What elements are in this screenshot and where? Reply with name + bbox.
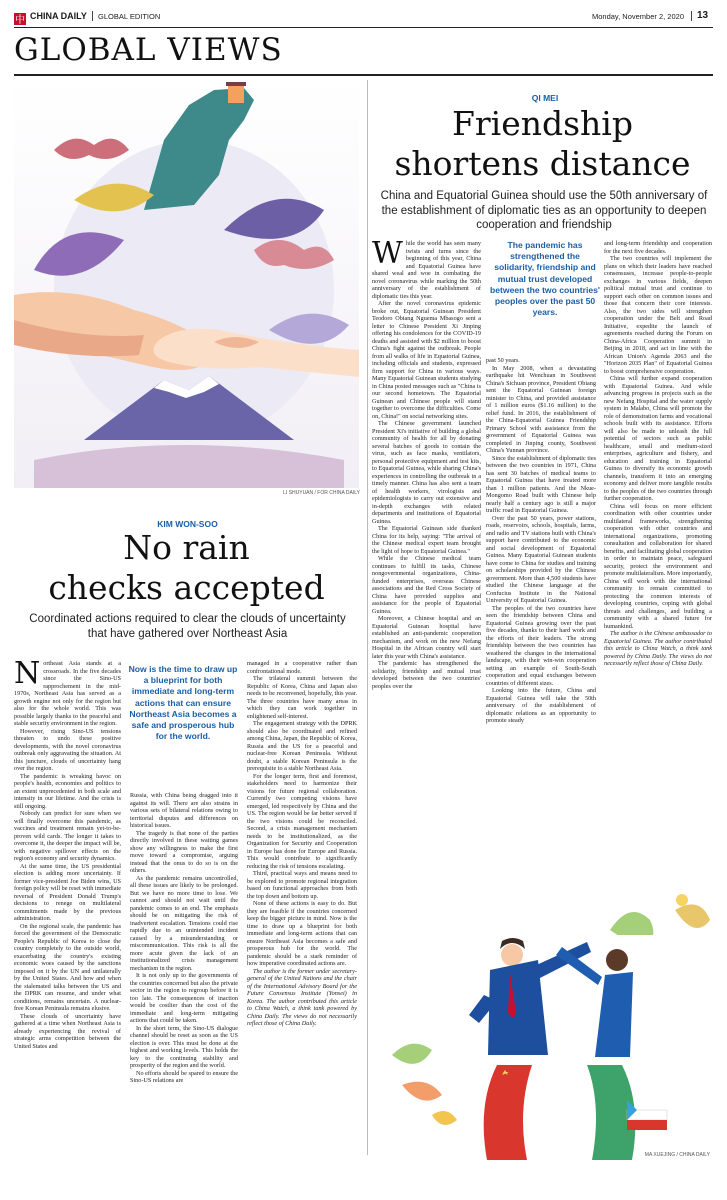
paragraph: Third, practical ways and means need to be explored to promote regional integration based on functional approaches from both the top down and bottom up.	[247, 870, 357, 900]
left-headline-line-2: checks accepted	[48, 568, 325, 607]
paragraph: Since the establishment of diplomatic ties between the two countries in 1971, China has sent 30 batches of medical teams to Equatorial Guinea that have treated more than 1 million patients. And the Nkue-Mongomo Road built with Chinese help nearly half a century ago is still a major traffic road in Equatorial Guinea.	[486, 454, 596, 514]
paper-name: CHINA DAILY	[30, 11, 87, 21]
author-note: The author is the Chinese ambassador to Equatorial Guinea. The author contributed this article to China Watch, a think tank powered by China Daily. The views do not necessarily reflect those of China Daily.	[604, 630, 712, 667]
paragraph: The engagement strategy with the DPRK should also be coordinated and refined among China, Japan, the Republic of Korea, Russia and the US for a peaceful and nuclear-free Korean Peninsula. Without doubt, a stable Korean Peninsula is the prerequisite to a stable Northeast Asia.	[247, 720, 357, 772]
right-headline	[370, 104, 715, 184]
left-article-col-1	[14, 660, 121, 1190]
paragraph: As the pandemic remains uncontrolled, all these issues are likely to be prolonged. But we have no more time to lose. We cannot and should not wait until the pandemic comes to an end. The emphasis should be on mitigating the risk of inadvertent escalation. Tensions could rise rapidly due to an unintended incident caused by a misunderstanding or miscommunication. This risk is all the more acute given the lack of an institutionalized crisis management mechanism in the region.	[130, 874, 238, 972]
left-byline: KIM WON-SOO	[157, 519, 218, 529]
right-article-col-3	[604, 240, 712, 925]
paragraph: The pandemic is wreaking havoc on people's health, economies and politics to an extent unprecedented in both scale and intensity in our lifetime. And the crisis is still ongoing.	[14, 772, 121, 810]
paragraph: On the regional scale, the pandemic has forced the government of the Democratic People's Republic of Korea to close the country completely to the outside world, exacerbating the country's existing economic woes caused by the sanctions imposed on it by the UN and unilaterally by the United States. And how and when the stalemated talks between the US and the DPRK can resume, and under what conditions, remains uncertain. A nuclear-free Korean Peninsula remains elusive.	[14, 922, 121, 1012]
figures-illustration-lower	[372, 935, 713, 1160]
china-daily-logo-icon	[14, 10, 26, 25]
left-dropcap: N	[14, 660, 41, 691]
paragraph: The Equatorial Guinean side thanked China for its help, saying: "The arrival of the Chinese medical expert team brought the light of hope to Equatorial Guinea."	[372, 525, 481, 555]
paragraph: China will focus on more efficient coordination with other countries under multilateral frameworks, strengthening cooperation with other countries and international organizations, promoting consultation and collaboration for shared benefits, and facilitating global cooperation in order to maintain peace, safeguard security, protect the environment and promote multilateralism. More importantly, China will work with the international community to remain committed to protecting the common interests of developing countries, coping with global threats and challenges, and building a community with a shared future for humankind.	[604, 502, 712, 630]
paragraph: None of these actions is easy to do. But they are feasible if the countries concerned keep the bigger picture in mind. Now is the time to draw up a blueprint for both immediate and long-term actions that can ensure Northeast Asia becomes a safe and prosperous hub for the world. The pandemic should be a stark reminder of how imperative coordinated actions are.	[247, 900, 357, 967]
left-headline	[14, 528, 359, 608]
paragraph: In May 2008, when a devastating earthquake hit Wenchuan in Southwest China's Sichuan province, President Obiang sent the Equatorial Guinean foreign minister to China, and provided assistance of 1 million euros ($1.16 million) to the relief fund. In 2016, the establishment of the China-Equatorial Guinea Friendship Primary School with assistance from the government of Equatorial Guinea was completed in Jinping county, Southwest China's Yunnan province.	[486, 364, 596, 454]
page-number: 13	[697, 10, 709, 21]
right-illustration-credit: MA XUEJING / CHINA DAILY	[644, 1152, 710, 1158]
paragraph: No efforts should be spared to ensure the Sino-US relations are	[130, 1069, 238, 1084]
paragraph: The peoples of the two countries have seen the friendship between China and Equatorial Guinea growing over the past five decades, thanks to their hard work and the efforts of their leaders. The strong friendship between the two countries has weathered the changes in the international landscape, with their win-win cooperation setting an example of South-South cooperation and equal exchanges between countries of different sizes.	[486, 604, 596, 687]
left-deck: Coordinated actions required to clear the clouds of uncertainty that have gathered over Northeast Asia	[29, 613, 346, 640]
paragraph: The trilateral summit between the Republic of Korea, China and Japan also needs to be reconvened, hopefully, this year. The three countries have many areas in which they can work together in enlightened self-interest.	[247, 675, 357, 720]
masthead-divider	[92, 11, 93, 21]
handshake-illustration	[14, 80, 359, 488]
paragraph: The Chinese government launched President Xi's initiative of building a global community of health for all by donating several batches of goods to contain the virus, such as face masks, ventilators, personal protective equipment and test kits, to Equatorial Guinea, while sharing China's experiences in controlling the outbreak in a timely manner. China has also sent a team of health workers, virologists and epidemiologists to carry out extensive and in-depth exchanges with related departments and institutions of Equatorial Guinea.	[372, 420, 481, 525]
paragraph: In the short term, the Sino-US dialogue channel should be reset as soon as the US election is over. This must be done at the highest and working levels. This holds the key to the continuing stability and prosperity of the region and the world.	[130, 1024, 238, 1069]
paragraph: At the same time, the US presidential election is adding more uncertainty. If former vice-president Joe Biden wins, US foreign policy will be reset with immediate reversal of President Donald Trump's decisions to renege on multilateral commitments made by the previous administration.	[14, 862, 121, 922]
masthead-divider	[691, 11, 692, 21]
paragraph: managed in a cooperative rather than confrontational mode.	[247, 660, 357, 675]
paragraph: For the longer term, first and foremost, stakeholders need to harmonize their visions for future regional collaboration. Currently two competing visions have emerged, led respectively by China and the US. The region would be far better served if the two visions could be reconciled. Second, a crisis management mechanism needs to be institutionalized, as the Organization for Security and Cooperation in Europe has done for Europe and Russia. This would contribute to significantly reducing the risk of tensions escalating.	[247, 772, 357, 870]
paragraph: Over the past 50 years, power stations, roads, reservoirs, schools, hospitals, farms, and radio and TV stations built with China's support have contributed to the economic and social development of Equatorial Guinea. Many Equatorial Guinean students have come to China for studies and training on scholarships provided by the Chinese government. More than 4,500 students have studied the Chinese language at the Confucius Institute in the National University of Equatorial Guinea.	[486, 514, 596, 604]
right-headline-line-2: shortens distance	[394, 144, 691, 183]
paragraph: These clouds of uncertainty have gathered at a time when Northeast Asia is already experiencing the revival of strategic arms competition between the United States and	[14, 1012, 121, 1050]
masthead	[14, 8, 714, 26]
svg-text:中: 中	[15, 15, 25, 25]
paragraph: China will further expand cooperation with Equatorial Guinea. And while advancing progress in projects such as the new Nefang Hospital and the water supply system in Malabo, China will promote the role of demonstration farms and vocational schools built with its assistance. Efforts will also be made to unleash the full potential of sectors such as public healthcare, small and medium-sized enterprises, agriculture and fishery, and education and training in Equatorial Guinea to diversify its economic growth channels, transform it into an emerging economy and deliver more tangible results to the peoples of the two countries through further cooperation.	[604, 375, 712, 502]
paragraph: The pandemic has strengthened the solidarity, friendship and mutual trust developed between the two countries' peoples over the	[372, 660, 481, 690]
right-deck: China and Equatorial Guinea should use the 50th anniversary of the establishment of diplomatic ties as an opportunity to deepen cooperation and friendship	[380, 190, 708, 231]
right-byline: QI MEI	[531, 93, 559, 103]
paragraph: Russia, with China being dragged into it against its will. There are also strains in various sets of bilateral relations owing to territorial disputes and differences on historical issues.	[130, 792, 238, 829]
paragraph: It is not only up to the governments of the countries concerned but also the private sector in the region to regroup before it is too late. The consequences of inaction would be costlier than the cost of the immediate and long-term mitigating actions that could be taken.	[130, 972, 238, 1024]
section-rule	[14, 74, 713, 76]
left-headline-line-1: No rain	[123, 528, 250, 567]
paragraph: The tragedy is that none of the parties directly involved in these waiting games show any willingness to make the first move toward a compromise, arguing instead that the onus to do so is on the others.	[130, 829, 238, 874]
date-label: Monday, November 2, 2020	[592, 12, 684, 21]
left-illustration-credit: LI SHUYUAN / FOR CHINA DAILY	[283, 490, 360, 496]
paragraph: Nobody can predict for sure when we will finally overcome this pandemic, as vaccines and treatment remain yet-to-be-proven wild cards. The longer it takes to overcome it, the deeper the impact will be, with negative spillover effects on the region's economy and security dynamics.	[14, 810, 121, 862]
right-dropcap: W	[372, 240, 403, 271]
paragraph: After the novel coronavirus epidemic broke out, Equatorial Guinean President Teodoro Obiang Nguema Mbasogo sent a letter to Chinese President Xi Jinping offering his condolences for the COVID-19 deaths and assisted with $2 million to boost China's fight against the outbreak. People from all walks of life in Equatorial Guinea, including officials and students, expressed firm support for China in various ways. Many Equatorial Guinean students studying in China posted messages such as "China is our second hometown. The Equatorial Guinean and Chinese people will stand together to overcome the difficulties. Come on, China!" on social networking sites.	[372, 300, 481, 420]
left-article-col-3	[247, 660, 357, 1190]
masthead-rule	[14, 27, 713, 28]
author-note: The author is the former under secretary-general of the United Nations and the chair of the International Advisory Board for the Future Consensus Institute (Yonsei) in Korea. The author contributed this article to China Watch, a think tank powered by China Daily. The views do not necessarily reflect those of China Daily.	[247, 967, 357, 1027]
column-divider	[367, 80, 368, 1155]
left-pullquote: Now is the time to draw up a blueprint for both immediate and long-term actions that can ensure Northeast Asia becomes a safe and prosperous hub for the world.	[128, 664, 238, 742]
section-title: GLOBAL VIEWS	[14, 32, 283, 68]
paragraph: past 50 years.	[486, 357, 520, 364]
paragraph: The two countries will implement the plans on which their leaders have reached consensuses, increase people-to-people exchanges in various fields, deepen political mutual trust and continue to support each other on common issues and those that concern their core interests. Also, the two sides will strengthen cooperation under the Belt and Road Initiative, expedite the launch of agreements reached during the Forum on China-Africa Cooperation summit in Beijing in 2018, and act in line with the African Union's Agenda 2063 and the "Horizon 2035 Plan" of Equatorial Guinea to boost comprehensive cooperation.	[604, 255, 712, 375]
right-pullquote: The pandemic has strengthened the solidarity, friendship and mutual trust developed between the two countries' peoples over the past 50 years.	[490, 240, 600, 318]
paragraph: hile the world has seen many twists and turns since the beginning of this year, China and Equatorial Guinea have shared weal and woe in combating the novel coronavirus while marking the 50th anniversary of the establishment of diplomatic ties this year.	[372, 240, 481, 300]
right-headline-line-1: Friendship	[451, 104, 633, 143]
paragraph: Moreover, a Chinese hospital and an Equatorial Guinean hospital have established an anti-pandemic cooperation mechanism, and work on the new Nefang Hospital in the African country will start later this year with China's assistance.	[372, 615, 481, 660]
paragraph: and long-term friendship and cooperation for the next five decades.	[604, 240, 712, 255]
edition-label: GLOBAL EDITION	[98, 12, 161, 21]
paragraph: While the Chinese medical team continues to fulfill its tasks, Chinese nongovernmental organizations, China-funded enterprises, overseas Chinese associations and the Red Cross Society of China have provided supplies and assistance for the people of Equatorial Guinea.	[372, 555, 481, 615]
paragraph: However, rising Sino-US tensions threaten to undo these positive developments, with the novel coronavirus outbreak only aggravating the situation. At this juncture, clouds of uncertainty hang over the region.	[14, 727, 121, 772]
paragraph: ortheast Asia stands at a crossroads. In the five decades since the Sino-US rapprochement in the mid-1970s, Northeast Asia has served as a growth engine not only for the region but also for the whole world. This was possible largely thanks to the peaceful and stable security environment in the region.	[14, 660, 121, 727]
left-article-col-2	[130, 792, 238, 1190]
paragraph: Looking into the future, China and Equatorial Guinea will take the 50th anniversary of the establishment of diplomatic relations as an opportunity to promote steady	[486, 687, 596, 724]
